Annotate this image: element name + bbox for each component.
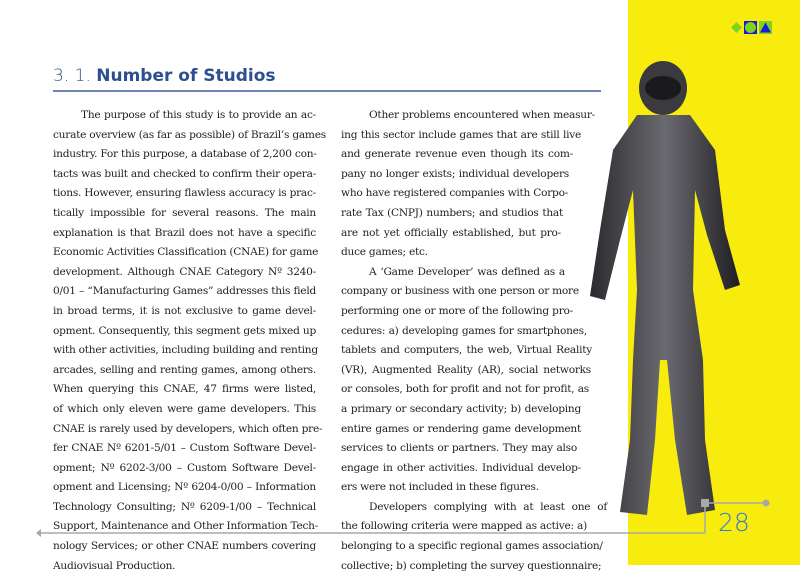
text-line: in broad terms, it is not exclusive to game devel- (53, 304, 316, 317)
text-line: the following criteria were mapped as active: a) (341, 520, 587, 533)
text-line: fer CNAE Nº 6201-5/01 – Custom Software Devel- (53, 442, 316, 455)
text-line: 0/01 – “Manufacturing Games” addresses this field (53, 285, 316, 298)
right-text-column (341, 106, 607, 576)
text-line: rate Tax (CNPJ) numbers; and studios that (341, 206, 563, 219)
text-line: ing this sector include games that are still live (341, 128, 581, 141)
text-line: collective; b) completing the survey questionnaire; (341, 559, 602, 572)
section-title: Number of Studios (96, 66, 276, 86)
text-line: tablets and computers, the web, Virtual Reality (341, 344, 592, 357)
text-line: Developers complying with at least one of (369, 500, 607, 513)
diamond-icon (731, 22, 742, 33)
text-line: CNAE is rarely used by developers, which often pre- (53, 422, 323, 435)
text-line: services to clients or partners. They may also (341, 442, 577, 455)
text-line: (VR), Augmented Reality (AR), social networks (341, 363, 591, 376)
triangle-icon (759, 21, 772, 34)
text-line: Audiovisual Production. (53, 559, 176, 572)
page-number: 28 (718, 508, 750, 537)
text-line: with other activities, including building and renting (53, 344, 318, 357)
text-line: who have registered companies with Corpo- (341, 187, 569, 200)
decorative-shape-icons (731, 21, 772, 34)
left-arrow-icon (36, 529, 41, 537)
text-line: Economic Activities Classification (CNAE) for game (53, 246, 319, 259)
text-line: opment. Consequently, this segment gets mixed up (53, 324, 316, 337)
text-line: When querying this CNAE, 47 firms were listed, (53, 383, 316, 396)
text-line: or consoles, both for profit and not for profit, as (341, 383, 589, 396)
text-line: nology Services; or other CNAE numbers covering (53, 540, 316, 553)
heading-underline (53, 90, 601, 92)
text-line: cedures: a) developing games for smartphones, (341, 324, 587, 337)
left-text-column (53, 106, 326, 576)
text-line: development. Although CNAE Category Nº 3240- (53, 265, 316, 278)
text-line: company or business with one person or more (341, 285, 579, 298)
text-line: industry. For this purpose, a database of 2,200 con- (53, 148, 317, 161)
text-line: tions. However, ensuring flawless accuracy is prac- (53, 187, 317, 200)
text-line: entire games or rendering game development (341, 422, 581, 435)
text-line: pany no longer exists; individual developers (341, 167, 569, 180)
text-line: are not yet officially established, but pro- (341, 226, 561, 239)
text-line: tically impossible for several reasons. The main (53, 206, 316, 219)
text-line: duce games; etc. (341, 246, 428, 259)
text-line: a primary or secondary activity; b) developing (341, 402, 581, 415)
text-line: arcades, selling and renting games, among others. (53, 363, 316, 376)
text-line: The purpose of this study is to provide an ac- (81, 109, 316, 121)
section-number: 3. 1. (53, 66, 91, 86)
circle-icon (744, 21, 757, 34)
text-line: curate overview (as far as possible) of Brazil’s games (53, 128, 326, 141)
text-line: tacts was built and checked to confirm their opera- (53, 167, 316, 180)
text-line: engage in other activities. Individual develop- (341, 461, 581, 474)
text-line: opment and Licensing; Nº 6204-0/00 – Information (53, 481, 316, 494)
text-line: ers were not included in these figures. (341, 481, 539, 494)
text-line: performing one or more of the following pro- (341, 304, 573, 317)
text-line: explanation is that Brazil does not have a specific (53, 226, 316, 239)
text-line: and generate revenue even though its com- (341, 148, 573, 161)
section-heading (53, 66, 276, 86)
text-line: belonging to a specific regional games association/ (341, 540, 603, 553)
text-line: A ‘Game Developer’ was defined as a (369, 265, 565, 278)
text-line: Support, Maintenance and Other Information Tech- (53, 520, 319, 533)
text-line: Technology Consulting; Nº 6209-1/00 – Technical (53, 500, 316, 513)
text-line: of which only eleven were game developers. This (53, 402, 316, 415)
text-line: Other problems encountered when measur- (369, 109, 595, 121)
text-line: opment; Nº 6202-3/00 – Custom Software Devel- (53, 461, 316, 474)
